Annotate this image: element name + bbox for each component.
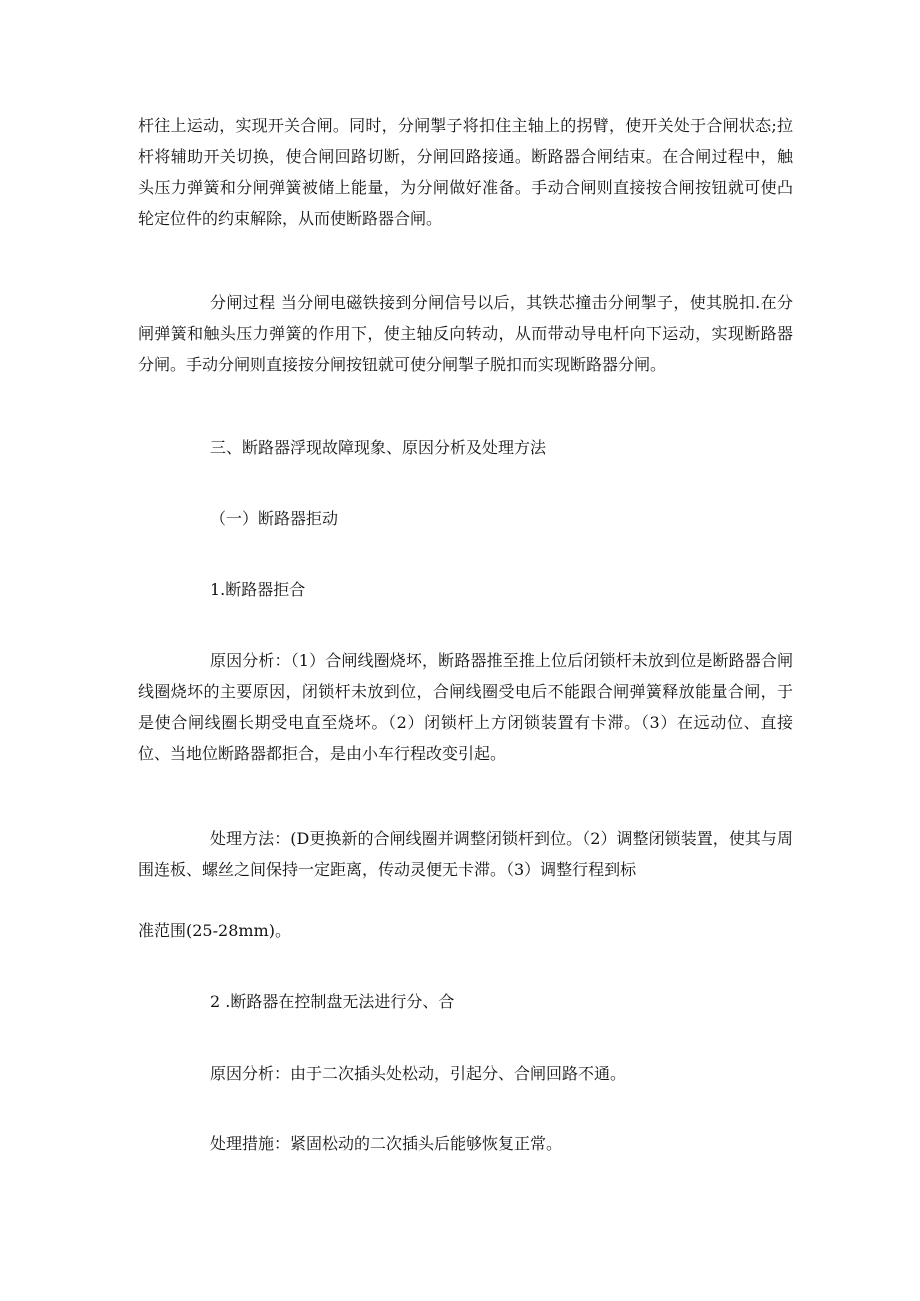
paragraph-opening-process: 分闸过程 当分闸电磁铁接到分闸信号以后，其铁芯撞击分闸掣子，使其脱扣.在分闸弹簧和触头压力弹簧的作用下，使主轴反向转动，从而带动导电杆向下运动，实现断路器分闸。手动分闸则直接按分闸按钮就可使分闸掣子脱扣而实现断路器分闸。 [138,293,793,374]
paragraph-cause-analysis-2: 原因分析：由于二次插头处松动，引起分、合闸回路不通。 [210,1064,627,1083]
paragraph-treatment-2: 处理措施：紧固松动的二次插头后能够恢复正常。 [210,1134,563,1153]
paragraph-cause-analysis-1: 原因分析：（1）合闸线圈烧坏，断路器推至推上位后闭锁杆未放到位是断路器合闸线圈烧坏的主要原因，闭锁杆未放到位，合闸线圈受电后不能跟合闸弹簧释放能量合闸，于是使合闸线圈长期受电直至烧坏。（2）闭锁杆上方闭锁装置有卡滞。（3）在远动位、直接位、当地位断路器都拒合，是由小车行程改变引起。 [138,651,793,763]
item-heading-1: 1.断路器拒合 [210,580,306,599]
section-heading-3: 三、断路器浮现故障现象、原因分析及处理方法 [210,438,547,457]
paragraph-treatment-1-continued: 准范围(25-28mm)。 [138,921,291,940]
paragraph-closing-process: 杆往上运动，实现开关合闸。同时，分闸掣子将扣住主轴上的拐臂，使开关处于合闸状态;拉杆将辅助开关切换，使合闸回路切断，分闸回路接通。断路器合闸结束。在合闸过程中，触头压力弹簧和分闸弹簧被储上能量，为分闸做好准备。手动合闸则直接按合闸按钮就可使凸轮定位件的约束解除，从而使断路器合闸。 [138,116,793,228]
paragraph-treatment-1: 处理方法：(D更换新的合闸线圈并调整闭锁杆到位。（2）调整闭锁装置，使其与周围连板、螺丝之间保持一定距离，传动灵便无卡滞。（3）调整行程到标 [138,829,793,879]
item-heading-2: 2 .断路器在控制盘无法进行分、合 [210,992,455,1011]
subsection-heading-1: （一）断路器拒动 [210,509,339,528]
